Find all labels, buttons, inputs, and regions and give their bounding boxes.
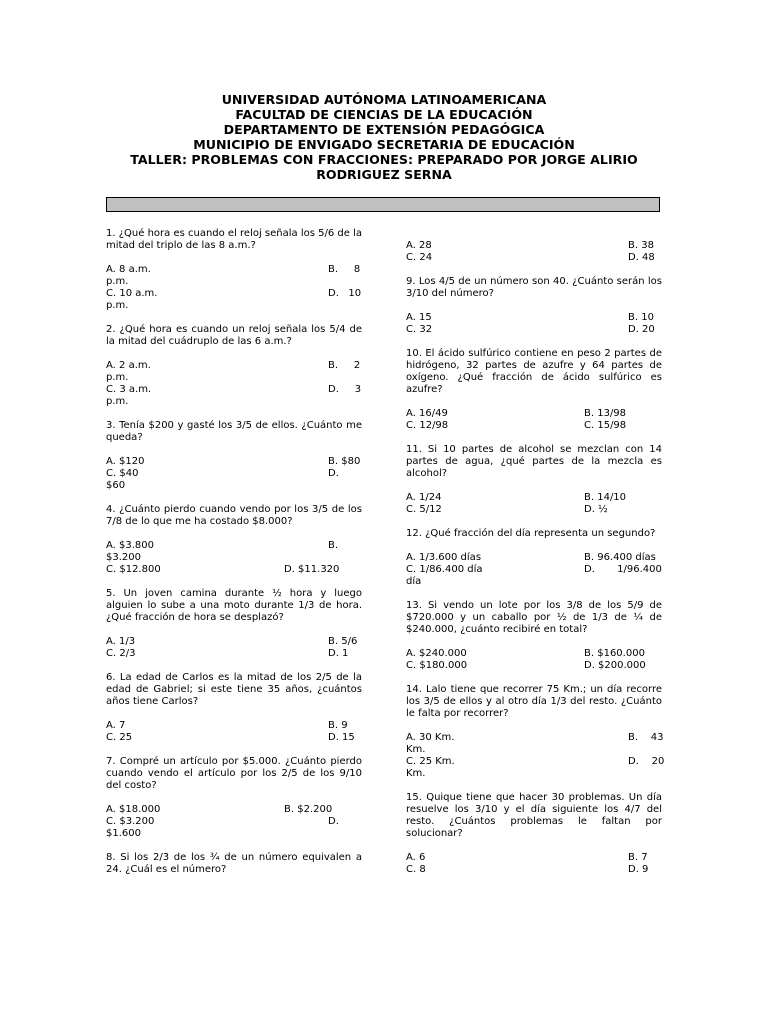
question-3-options: [106, 456, 362, 492]
header-line-faculty: FACULTAD DE CIENCIAS DE LA EDUCACIÓN: [235, 107, 533, 122]
option: C. 3 a.m.: [106, 384, 152, 395]
question-11-options: [406, 492, 662, 516]
question-4: 4. ¿Cuánto pierdo cuando vendo por los 3/5 de los 7/8 de lo que me ha costado $8.000?: [106, 504, 362, 527]
option: A. 6: [406, 852, 426, 863]
header-line-municipality: MUNICIPIO DE ENVIGADO SECRETARIA DE EDUCACIÓN: [193, 137, 575, 152]
question-15-options: [406, 852, 662, 876]
option: p.m.: [106, 276, 129, 287]
option: C. $180.000: [406, 660, 468, 671]
option: C. $12.800: [106, 564, 161, 575]
option: B.: [328, 540, 339, 551]
option: D. 1/96.400: [584, 564, 662, 575]
question-6: 6. La edad de Carlos es la mitad de los 2/5 de la edad de Gabriel; si este tiene 35 años, ¿cuántos años tiene Carlos?: [106, 672, 362, 707]
option: A. 1/24: [406, 492, 442, 503]
question-5: 5. Un joven camina durante ½ hora y luego alguien lo sube a una moto durante 1/3 de hora. ¿Qué fracción de hora se desplazó?: [106, 588, 362, 623]
header-line-workshop: TALLER: PROBLEMAS CON FRACCIONES: PREPARADO POR JORGE ALIRIO: [130, 152, 638, 167]
question-3: 3. Tenía $200 y gasté los 3/5 de ellos. ¿Cuánto me queda?: [106, 420, 362, 443]
question-13: 13. Si vendo un lote por los 3/8 de los 5/9 de $720.000 y un caballo por ½ de 1/3 de ¼ de $240.000, ¿cuánto recibiré en total?: [406, 600, 662, 635]
option: C. 5/12: [406, 504, 442, 515]
option: D. 20: [628, 324, 655, 335]
question-9-options: [406, 312, 662, 336]
option: $3.200: [106, 552, 141, 563]
option: D. ½: [584, 504, 608, 515]
option: A. 1/3.600 días: [406, 552, 482, 563]
left-column: [106, 228, 362, 888]
option: A. 1/3: [106, 636, 136, 647]
option: A. 16/49: [406, 408, 448, 419]
option: B. $160.000: [584, 648, 645, 659]
question-12-options: [406, 552, 662, 588]
option: D.: [328, 816, 339, 827]
option: C. $40: [106, 468, 139, 479]
option: B. 7: [628, 852, 648, 863]
question-10: 10. El ácido sulfúrico contiene en peso 2 partes de hidrógeno, 32 partes de azufre y 64 partes de oxígeno. ¿Qué fracción de ácido sulfúrico es azufre?: [406, 348, 662, 395]
question-6-options: [106, 720, 362, 744]
option: A. 2 a.m.: [106, 360, 151, 371]
option: D. 3: [328, 384, 362, 395]
option: B. $80: [328, 456, 361, 467]
question-8: 8. Si los 2/3 de los ¾ de un número equivalen a 24. ¿Cuál es el número?: [106, 852, 362, 875]
header-line-author: RODRIGUEZ SERNA: [316, 167, 452, 182]
question-11: 11. Si 10 partes de alcohol se mezclan con 14 partes de agua, ¿qué partes de la mezcla es alcohol?: [406, 444, 662, 479]
option: B. 2: [328, 360, 361, 371]
option: B. $2.200: [284, 804, 333, 815]
option: B. 14/10: [584, 492, 627, 503]
option: C. 1/86.400 día: [406, 564, 483, 575]
option: $1.600: [106, 828, 141, 839]
option: C. 10 a.m.: [106, 288, 158, 299]
question-14-options: [406, 732, 665, 780]
option: día: [406, 576, 422, 587]
option: p.m.: [106, 300, 129, 311]
option: C. $3.200: [106, 816, 155, 827]
document-header: [100, 92, 668, 182]
option: D.: [328, 468, 339, 479]
question-15: 15. Quique tiene que hacer 30 problemas. Un día resuelve los 3/10 y el día siguiente los 4/7 del resto. ¿Cuántos problemas le faltan por solucionar?: [406, 792, 662, 839]
option: A. $120: [106, 456, 145, 467]
question-2: 2. ¿Qué hora es cuando un reloj señala los 5/4 de la mitad del cuádruplo de las 6 a.m.?: [106, 324, 362, 347]
option: C. 24: [406, 252, 433, 263]
option: B. 43: [628, 732, 664, 743]
option: Km.: [406, 768, 426, 779]
option: B. 8: [328, 264, 361, 275]
option: Km.: [406, 744, 426, 755]
option: C. 12/98: [406, 420, 449, 431]
grey-divider-bar: [106, 197, 660, 212]
header-line-university: UNIVERSIDAD AUTÓNOMA LATINOAMERICANA: [221, 92, 547, 107]
option: C. 8: [406, 864, 426, 875]
option: A. 8 a.m.: [106, 264, 151, 275]
option: D. 48: [628, 252, 655, 263]
question-14: 14. Lalo tiene que recorrer 75 Km.; un día recorre los 3/5 de ellos y al otro día 1/3 del resto. ¿Cuánto le falta por recorrer?: [406, 684, 662, 719]
question-8-options: [406, 240, 662, 264]
question-9: 9. Los 4/5 de un número son 40. ¿Cuánto serán los 3/10 del número?: [406, 276, 662, 299]
option: D. $11.320: [284, 564, 340, 575]
option: C. 2/3: [106, 648, 136, 659]
question-4-options: [106, 540, 362, 576]
option: A. 7: [106, 720, 126, 731]
question-1-options: [106, 264, 362, 312]
option: A. 30 Km.: [406, 732, 455, 743]
question-5-options: [106, 636, 362, 660]
option: D. 20: [628, 756, 665, 767]
option: C. 25: [106, 732, 133, 743]
question-2-options: [106, 360, 362, 408]
option: D. 15: [328, 732, 355, 743]
option: D. 9: [628, 864, 649, 875]
option: C. 32: [406, 324, 433, 335]
option: D. 10: [328, 288, 362, 299]
question-10-options: [406, 408, 662, 432]
option: B. 96.400 días: [584, 552, 656, 563]
right-column: [406, 240, 665, 888]
option: p.m.: [106, 396, 129, 407]
option: A. 15: [406, 312, 432, 323]
question-1: 1. ¿Qué hora es cuando el reloj señala los 5/6 de la mitad del triplo de las 8 a.m.?: [106, 228, 362, 251]
option: B. 38: [628, 240, 654, 251]
option: A. $3.800: [106, 540, 155, 551]
question-7-options: [106, 804, 362, 840]
question-12: 12. ¿Qué fracción del día representa un segundo?: [406, 528, 656, 539]
option: B. 5/6: [328, 636, 358, 647]
option: D. $200.000: [584, 660, 646, 671]
option: p.m.: [106, 372, 129, 383]
header-line-department: DEPARTAMENTO DE EXTENSIÓN PEDAGÓGICA: [223, 122, 545, 137]
option: C. 25 Km.: [406, 756, 455, 767]
option: A. 28: [406, 240, 432, 251]
option: B. 9: [328, 720, 348, 731]
option: A. $18.000: [106, 804, 161, 815]
option: C. 15/98: [584, 420, 627, 431]
option: D. 1: [328, 648, 349, 659]
question-7: 7. Compré un artículo por $5.000. ¿Cuánto pierdo cuando vendo el artículo por los 2/5 de los 9/10 del costo?: [106, 756, 362, 791]
option: B. 10: [628, 312, 654, 323]
option: A. $240.000: [406, 648, 467, 659]
option: B. 13/98: [584, 408, 627, 419]
question-13-options: [406, 648, 662, 672]
option: $60: [106, 480, 126, 491]
